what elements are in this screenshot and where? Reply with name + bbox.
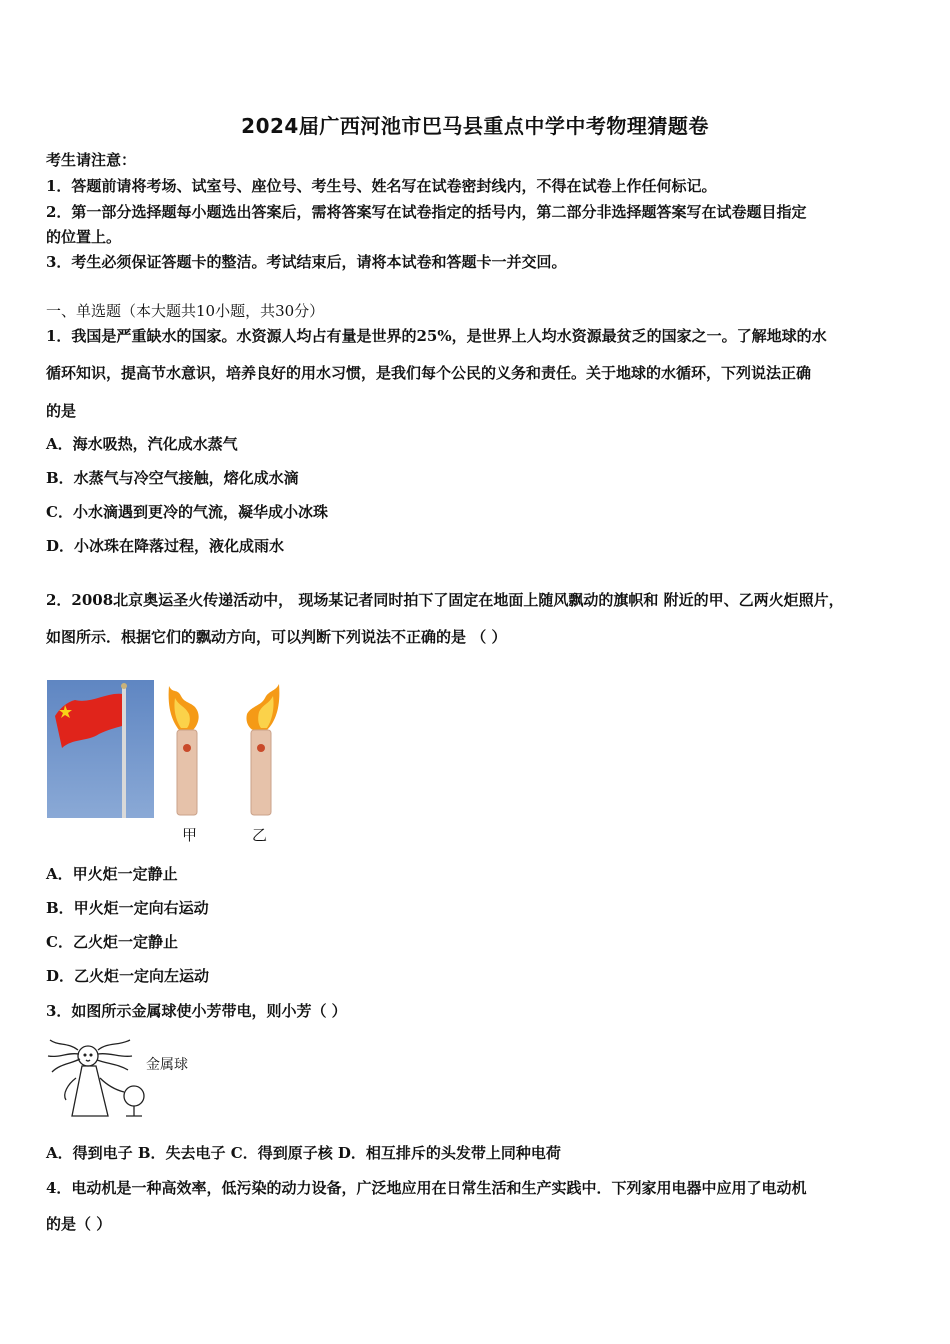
notice-item: 的位置上。: [46, 228, 122, 246]
girl-metal-ball-figure: [46, 1034, 156, 1120]
question-2-option-a: A．甲火炬一定静止: [46, 865, 178, 883]
question-2-option-c: C．乙火炬一定静止: [46, 933, 178, 951]
notice-item: 2．第一部分选择题每小题选出答案后，需将答案写在试卷指定的括号内，第二部分非选择题答案写在试卷题目指定: [46, 203, 807, 221]
girl-drawing: [48, 1040, 144, 1116]
notice-item: 3．考生必须保证答题卡的整洁。考试结束后，请将本试卷和答题卡一并交回。: [46, 253, 567, 271]
question-1-option-b: B．水蒸气与冷空气接触，熔化成水滴: [46, 469, 299, 487]
flag-photo: [47, 680, 154, 818]
question-1-stem: 循环知识，提高节水意识，培养良好的用水习惯，是我们每个公民的义务和责任。关于地球的水循环，下列说法正确: [46, 364, 812, 382]
torch-body: [251, 730, 271, 815]
torch-yi-image: [239, 680, 285, 818]
question-3-stem: 3．如图所示金属球使小芳带电，则小芳（ ）: [46, 1002, 347, 1020]
question-1-stem: 1．我国是严重缺水的国家。水资源人均占有量是世界的25%，是世界上人均水资源最贫乏的国家之一。了解地球的水: [46, 327, 827, 345]
question-1-option-a: A．海水吸热，汽化成水蒸气: [46, 435, 238, 453]
torch-label-jia: 甲: [182, 826, 198, 844]
question-4-stem: 4．电动机是一种高效率，低污染的动力设备，广泛地应用在日常生活和生产实践中．下列家用电器中应用了电动机: [46, 1179, 807, 1197]
section-heading: 一、单选题（本大题共10小题，共30分）: [46, 302, 325, 320]
question-1-option-c: C．小水滴遇到更冷的气流，凝华成小冰珠: [46, 503, 328, 521]
page-title: 2024届广西河池市巴马县重点中学中考物理猜题卷: [241, 114, 709, 138]
torch-body: [177, 730, 197, 815]
flagpole: [122, 686, 126, 818]
pole-top: [121, 683, 127, 689]
torch-jia-image: [163, 680, 209, 818]
notice-heading: 考生请注意：: [46, 151, 137, 169]
question-1-option-d: D．小冰珠在降落过程，液化成雨水: [46, 537, 285, 555]
question-3-options: A．得到电子 B．失去电子 C．得到原子核 D．相互排斥的头发带上同种电荷: [46, 1144, 561, 1162]
question-2-option-d: D．乙火炬一定向左运动: [46, 967, 210, 985]
question-4-stem: 的是（ ）: [46, 1215, 112, 1233]
question-2-option-b: B．甲火炬一定向右运动: [46, 899, 209, 917]
torch-label-yi: 乙: [252, 826, 268, 844]
question-1-stem: 的是: [46, 402, 77, 420]
metal-ball-label: 金属球: [146, 1057, 188, 1073]
notice-item: 1．答题前请将考场、试室号、座位号、考生号、姓名写在试卷密封线内，不得在试卷上作任何标记。: [46, 177, 717, 195]
question-2-stem: 如图所示．根据它们的飘动方向，可以判断下列说法不正确的是 （ ）: [46, 628, 507, 646]
question-2-stem: 2．2008北京奥运圣火传递活动中， 现场某记者同时拍下了固定在地面上随风飘动的旗帜和 附近的甲、乙两火炬照片，: [46, 591, 844, 609]
